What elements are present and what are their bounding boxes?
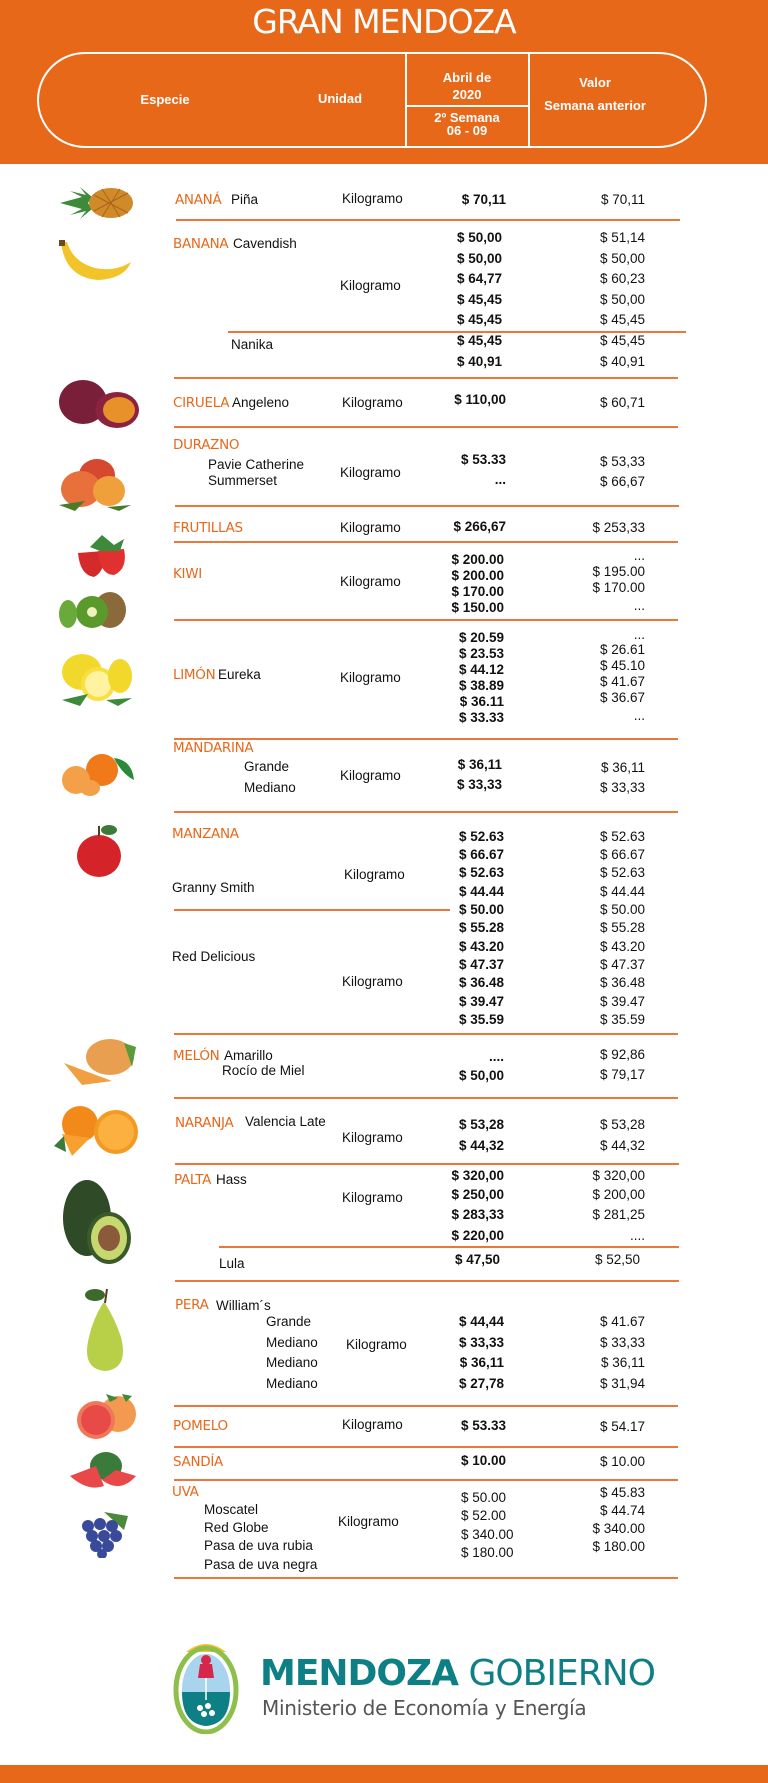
previous-price: $ 53,33: [599, 454, 645, 469]
current-price: $ 36,11: [459, 1355, 504, 1370]
current-price: $ 43.20: [458, 939, 504, 954]
current-price: $ 53.33: [460, 452, 506, 467]
unit-label: Kilogramo: [340, 278, 401, 293]
previous-price: $ 52.63: [599, 829, 645, 844]
previous-price: $ 53,28: [599, 1117, 645, 1132]
current-price: $ 340.00: [461, 1527, 514, 1542]
category-manzana: MANZANA: [172, 826, 239, 842]
row-divider: [174, 1405, 678, 1407]
tangerine-icon: [60, 748, 140, 798]
current-price: $ 50.00: [461, 1490, 507, 1505]
col-header-month: Abril de: [442, 70, 492, 85]
orange-icon: [50, 1102, 142, 1158]
current-price: $ 70,11: [461, 192, 506, 207]
current-price: $ 52.63: [458, 865, 504, 880]
previous-price: ...: [633, 627, 645, 642]
grapes-icon: [68, 1508, 138, 1558]
current-price: $ 266,67: [453, 519, 506, 534]
current-price: $ 170.00: [451, 584, 504, 599]
row-divider: [174, 1479, 678, 1481]
current-price: $ 45,45: [456, 333, 502, 348]
current-price: $ 44.12: [458, 662, 504, 677]
variety-label: Piña: [231, 192, 259, 207]
previous-price: $ 43.20: [599, 939, 645, 954]
current-price: $ 44.44: [458, 884, 504, 899]
unit-label: Kilogramo: [340, 465, 401, 480]
current-price: $ 33,33: [458, 1335, 504, 1350]
previous-price: $ 320,00: [592, 1168, 645, 1183]
current-price: $ 23.53: [458, 646, 504, 661]
unit-label: Kilogramo: [342, 974, 403, 989]
previous-price: $ 45,45: [599, 333, 645, 348]
category-anana: ANANÁ: [175, 192, 222, 208]
current-price: $ 10.00: [460, 1453, 506, 1468]
previous-price: $ 41.67: [599, 674, 645, 689]
variety-label: Granny Smith: [172, 880, 255, 895]
row-divider: [174, 426, 678, 428]
variety-label: Pasa de uva negra: [204, 1557, 318, 1572]
variety-label: Rocío de Miel: [222, 1063, 305, 1078]
current-price: $ 38.89: [458, 678, 504, 693]
previous-price: $ 31,94: [599, 1376, 645, 1391]
row-divider: [174, 377, 678, 379]
previous-price: $ 44.74: [599, 1503, 645, 1518]
variety-label: Red Globe: [204, 1520, 269, 1535]
previous-price: $ 60,71: [599, 395, 645, 410]
variety-label: Valencia Late: [245, 1114, 326, 1129]
row-divider: [174, 619, 678, 621]
unit-label: Kilogramo: [340, 670, 401, 685]
pineapple-icon: [58, 185, 138, 221]
current-price: $ 35.59: [458, 1012, 504, 1027]
apple-icon: [75, 822, 125, 878]
previous-price: $ 33,33: [599, 780, 645, 795]
brand-bold: MENDOZA: [260, 1653, 458, 1694]
previous-price: $ 79,17: [599, 1067, 645, 1082]
row-divider: [174, 541, 678, 543]
current-price: $ 283,33: [451, 1207, 504, 1222]
pear-icon: [75, 1285, 135, 1375]
unit-label: Kilogramo: [340, 520, 401, 535]
col-header-especie: Especie: [140, 92, 190, 107]
previous-price: $ 340.00: [592, 1521, 645, 1536]
current-price: $ 55.28: [458, 920, 504, 935]
unit-label: Kilogramo: [342, 1190, 403, 1205]
variety-label: Grande: [244, 759, 290, 774]
current-price: ....: [488, 1049, 504, 1064]
previous-price: $ 47.37: [599, 957, 645, 972]
variety-label: Grande: [266, 1314, 312, 1329]
current-price: $ 180.00: [461, 1545, 514, 1560]
previous-price: $ 36,11: [600, 1355, 645, 1370]
previous-price: ...: [633, 598, 645, 613]
current-price: $ 33.33: [458, 710, 504, 725]
current-price: $ 53,28: [458, 1117, 504, 1132]
variety-label: Pasa de uva rubia: [204, 1538, 313, 1553]
current-price: $ 47,50: [454, 1252, 500, 1267]
current-price: $ 39.47: [458, 994, 504, 1009]
previous-price: $ 45,45: [599, 312, 645, 327]
previous-price: $ 10.00: [599, 1454, 645, 1469]
variety-label: Nanika: [231, 337, 274, 352]
previous-price: $ 92,86: [599, 1047, 645, 1062]
unit-label: Kilogramo: [340, 574, 401, 589]
row-divider: [174, 1097, 678, 1099]
unit-label: Kilogramo: [340, 768, 401, 783]
grapefruit-icon: [70, 1392, 140, 1440]
category-pera: PERA: [175, 1297, 209, 1313]
variety-label: Amarillo: [224, 1048, 273, 1063]
current-price: ...: [494, 472, 506, 487]
melon-icon: [62, 1037, 142, 1087]
previous-price: ....: [629, 1228, 645, 1243]
unit-label: Kilogramo: [344, 867, 405, 882]
row-divider: [175, 1280, 679, 1282]
previous-price: $ 36.67: [599, 690, 645, 705]
category-pomelo: POMELO: [173, 1418, 228, 1434]
current-price: $ 64,77: [456, 271, 502, 286]
previous-price: $ 36,11: [600, 760, 645, 775]
current-price: $ 33,33: [456, 777, 502, 792]
variety-label: Mediano: [266, 1335, 318, 1350]
previous-price: $ 195.00: [592, 564, 645, 579]
previous-price: $ 39.47: [599, 994, 645, 1009]
variety-label: Red Delicious: [172, 949, 256, 964]
row-divider: [174, 811, 678, 813]
current-price: $ 110,00: [454, 392, 506, 407]
avocado-icon: [55, 1178, 141, 1268]
row-divider: [174, 909, 450, 911]
current-price: $ 50,00: [456, 251, 502, 266]
category-sandia: SANDÍA: [173, 1454, 223, 1470]
variety-label: Mediano: [266, 1355, 318, 1370]
ministry-name: Ministerio de Economía y Energía: [262, 1696, 587, 1720]
current-price: $ 52.00: [461, 1508, 507, 1523]
current-price: $ 20.59: [458, 630, 504, 645]
page-title: GRAN MENDOZA: [252, 2, 516, 41]
plum-icon: [55, 378, 145, 430]
previous-price: $ 41.67: [599, 1314, 645, 1329]
col-header-week-days: 06 - 09: [446, 123, 488, 138]
unit-label: Kilogramo: [342, 395, 403, 410]
variety-label: Pavie Catherine: [208, 457, 305, 472]
current-price: $ 150.00: [451, 600, 504, 615]
previous-price: $ 50,00: [599, 292, 645, 307]
previous-price: $ 55.28: [599, 920, 645, 935]
current-price: $ 36.11: [459, 694, 504, 709]
current-price: $ 50,00: [456, 230, 502, 245]
lemon-icon: [58, 652, 136, 706]
kiwi-icon: [58, 590, 128, 630]
current-price: $ 40,91: [456, 354, 502, 369]
previous-price: $ 33,33: [599, 1335, 645, 1350]
variety-label: Mediano: [244, 780, 296, 795]
variety-label: Eureka: [218, 667, 261, 682]
previous-price: $ 180.00: [592, 1539, 645, 1554]
variety-label: Moscatel: [204, 1502, 259, 1517]
current-price: $ 200.00: [451, 568, 504, 583]
current-price: $ 44,44: [458, 1314, 504, 1329]
unit-label: Kilogramo: [342, 191, 403, 206]
previous-price: $ 52,50: [594, 1252, 640, 1267]
peach-icon: [55, 455, 135, 511]
current-price: $ 27,78: [458, 1376, 504, 1391]
col-header-semana-anterior: Semana anterior: [544, 98, 646, 113]
previous-price: $ 44.44: [599, 884, 645, 899]
previous-price: $ 52.63: [599, 865, 645, 880]
category-palta: PALTA: [174, 1172, 212, 1188]
variety-label: Mediano: [266, 1376, 318, 1391]
previous-price: ...: [633, 708, 645, 723]
previous-price: $ 70,11: [600, 192, 645, 207]
col-header-year: 2020: [452, 87, 482, 102]
row-divider: [175, 505, 679, 507]
current-price: $ 53.33: [460, 1418, 506, 1433]
category-banana: BANANA: [173, 236, 229, 252]
unit-label: Kilogramo: [338, 1514, 399, 1529]
previous-price: $ 60,23: [599, 271, 645, 286]
brand-light: GOBIERNO: [458, 1653, 656, 1694]
category-ciruela: CIRUELA: [173, 395, 230, 411]
row-divider: [175, 1163, 679, 1165]
row-divider: [176, 219, 680, 221]
previous-price: $ 281,25: [592, 1207, 645, 1222]
row-divider: [174, 1577, 678, 1579]
previous-price: $ 51,14: [599, 230, 645, 245]
current-price: $ 45,45: [456, 312, 502, 327]
current-price: $ 50.00: [458, 902, 504, 917]
variety-label: Lula: [219, 1256, 245, 1271]
category-limon: LIMÓN: [173, 667, 216, 683]
category-kiwi: KIWI: [173, 566, 202, 582]
variety-label: Cavendish: [233, 236, 297, 251]
current-price: $ 200.00: [451, 552, 504, 567]
previous-price: $ 66,67: [599, 474, 645, 489]
previous-price: $ 200,00: [592, 1187, 645, 1202]
current-price: $ 66.67: [458, 847, 504, 862]
variety-label: Summerset: [208, 473, 278, 488]
previous-price: $ 45.83: [599, 1485, 645, 1500]
previous-price: $ 66.67: [599, 847, 645, 862]
unit-label: Kilogramo: [342, 1417, 403, 1432]
current-price: $ 45,45: [456, 292, 502, 307]
previous-price: $ 45.10: [599, 658, 645, 673]
category-melon: MELÓN: [173, 1048, 220, 1064]
previous-price: $ 50,00: [599, 251, 645, 266]
watermelon-icon: [68, 1450, 138, 1492]
row-divider: [174, 1033, 678, 1035]
header-divider: [405, 105, 528, 107]
banana-icon: [55, 238, 135, 284]
row-divider: [219, 1246, 679, 1248]
previous-price: $ 35.59: [599, 1012, 645, 1027]
category-frutillas: FRUTILLAS: [173, 520, 243, 536]
previous-price: ...: [633, 548, 645, 563]
unit-label: Kilogramo: [342, 1130, 403, 1145]
current-price: $ 250,00: [451, 1187, 504, 1202]
variety-label: Hass: [216, 1172, 247, 1187]
previous-price: $ 170.00: [592, 580, 645, 595]
category-naranja: NARANJA: [175, 1115, 234, 1131]
col-header-valor: Valor: [579, 75, 611, 90]
previous-price: $ 50.00: [599, 902, 645, 917]
previous-price: $ 26.61: [599, 642, 645, 657]
variety-label: William´s: [216, 1298, 271, 1313]
previous-price: $ 44,32: [599, 1138, 645, 1153]
category-mandarina: MANDARINA: [173, 740, 254, 756]
mendoza-coat-of-arms-icon: [172, 1638, 240, 1734]
current-price: $ 320,00: [451, 1168, 504, 1183]
category-durazno: DURAZNO: [173, 437, 240, 453]
row-divider: [174, 1446, 678, 1448]
current-price: $ 220,00: [451, 1228, 504, 1243]
variety-label: Angeleno: [232, 395, 290, 410]
footer-bar: [0, 1765, 768, 1783]
col-header-week: 2º Semana: [434, 110, 500, 125]
category-uva: UVA: [172, 1484, 199, 1500]
previous-price: $ 40,91: [599, 354, 645, 369]
current-price: $ 36.48: [458, 975, 504, 990]
current-price: $ 52.63: [458, 829, 504, 844]
current-price: $ 36,11: [457, 757, 502, 772]
brand-name: [260, 1653, 655, 1694]
current-price: $ 50,00: [458, 1068, 504, 1083]
col-header-unidad: Unidad: [317, 91, 363, 106]
previous-price: $ 36.48: [599, 975, 645, 990]
unit-label: Kilogramo: [346, 1337, 407, 1352]
strawberry-icon: [70, 533, 130, 579]
previous-price: $ 253,33: [592, 520, 645, 535]
previous-price: $ 54.17: [599, 1419, 645, 1434]
current-price: $ 44,32: [458, 1138, 504, 1153]
current-price: $ 47.37: [458, 957, 504, 972]
